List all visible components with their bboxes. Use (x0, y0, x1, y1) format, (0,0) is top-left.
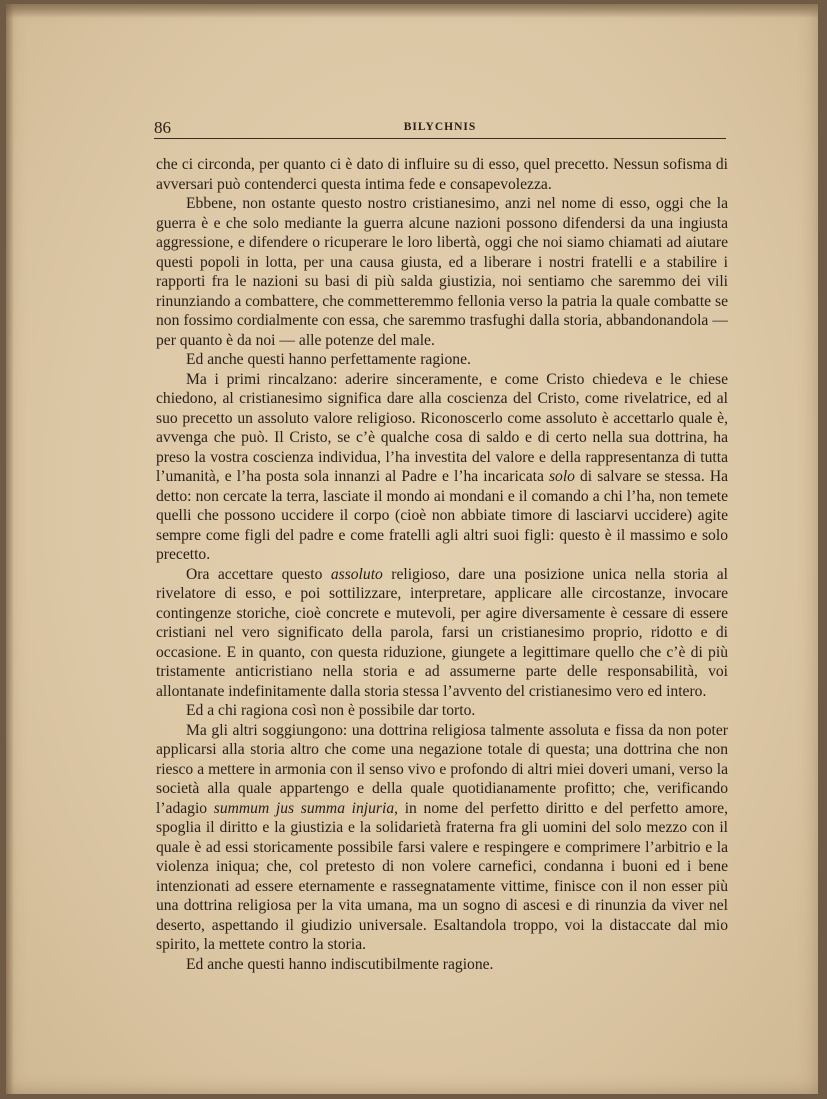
page-binding-edge (6, 4, 14, 1094)
italic-phrase: solo (548, 468, 575, 485)
body-text (156, 155, 728, 974)
text-run: Ma gli altri soggiungono: una dottrina religiosa talmente assoluta e fissa da non poter applicarsi alla storia altro che come una negazione totale di questa; una dottrina che non riesco a mettere in armonia con il senso vivo e profondo di altri miei doveri umani, verso la società alla quale appartengo e della quale quotidianamente profitto; che, verificando l’adagio (156, 721, 728, 817)
paragraph (156, 370, 728, 565)
paragraph (156, 955, 728, 975)
page-number: 86 (154, 118, 171, 137)
text-run: che ci circonda, per quanto ci è dato di influire su di esso, quel precetto. Nessun sofisma di avversari può contenderci questa intima fede e consapevolezza. (156, 156, 728, 193)
paragraph (156, 155, 728, 194)
text-run: Ma i primi rincalzano: aderire sinceramente, e come Cristo chiedeva e le chiese chiedono, al cristianesimo significa dare alla coscienza del Cristo, come rivelatrice, ed al suo precetto un assoluto valore religioso. Riconoscerlo come assoluto è accettarlo quale è, avvenga che può. Il Cristo, se c’è qualche cosa di saldo e di certo nella sua dottrina, ha preso la vostra coscienza individua, l’ha investita del valore e della rappresentanza di tutta l’umanità, e l’ha posta sola innanzi al Padre e l’ha incaricata (156, 370, 728, 485)
paragraph (156, 565, 728, 702)
text-run: Ed a chi ragiona così non è possibile dar torto. (186, 702, 476, 719)
page-top-edge (6, 4, 818, 18)
paragraph (156, 350, 728, 370)
paragraph (156, 721, 728, 955)
text-run: , in nome del perfetto diritto e del perfetto amore, spoglia il diritto e la giustizia e la solidarietà fraterna fra gli uomini del solo mezzo con il quale è ad essi storicamente possibile farsi valere e respingere e comprimere l’arbitrio e la violenza iniqua; che, col pretesto di non volere carnefici, condanna i buoni ed i bene intenzionati ad essere eternamente e rassegnatamente vittime, finisce con il non esser più una dottrina religiosa per la vita umana, ma un sogno di ascesi e di rinunzia da viver nel deserto, aspettando il giudizio universale. Esaltandola troppo, voi la distaccate dal mio spirito, la mettete contro la storia. (156, 799, 728, 953)
header-rule (154, 138, 726, 139)
text-run: Ora accettare questo (186, 565, 331, 583)
text-run: religioso, dare una posizione unica nella storia al rivelatore di esso, e poi sottilizzare, interpretare, applicare alle circostanze, invocare contingenze storiche, cioè concrete e mutevoli, per agire diversamente è cessare di essere cristiani nel vero significato della parola, farsi un cristianesimo proprio, ridotto e di occasione. E in quanto, con questa riduzione, giungete a legittimare quello che c’è di più tristamente anticristiano nella storia e ad assumerne parte delle responsabilità, voi allontanate indefinitamente dalla storia stessa l’avvento del cristianesimo vero ed intero. (156, 565, 728, 700)
text-run: Ed anche questi hanno indiscutibilmente ragione. (186, 955, 494, 973)
text-run: Ebbene, non ostante questo nostro cristianesimo, anzi nel nome di esso, oggi che la guerra è e che solo mediante la guerra alcune nazioni possono difendersi da una ingiusta aggressione, e difendere o ricuperare le loro libertà, oggi che noi siamo chiamati ad aiutare questi popoli in lotta, per una causa giusta, ed a liberare i nostri fratelli e a stabilire i rapporti fra le nazioni su basi di più salda giustizia, noi sentiamo che saremmo dei vili rinunziando a combattere, che commetteremmo fellonia verso la patria la quale combatte se non fossimo cordialmente con essa, che saremmo trasfughi dalla storia, abbandonandola — per quanto è da noi — alle potenze del male. (156, 195, 728, 349)
paragraph (156, 701, 728, 721)
running-title: BILYCHNIS (403, 121, 477, 133)
italic-phrase: assoluto (330, 565, 383, 583)
text-run: di salvare se stessa. Ha detto: non cercate la terra, lasciate il mondo ai mondani e il comando a chi l’ha, non temete quelli che possono uccidere il corpo (cioè non abbiate timore di lasciarvi uccidere) agite sempre come figli del padre e come fratelli agli altri suoi figli: questo è il massimo e solo precetto. (156, 468, 728, 563)
text-run: Ed anche questi hanno perfettamente ragione. (186, 351, 471, 368)
paragraph (156, 194, 728, 350)
italic-phrase: summum jus summa injuria (213, 799, 395, 817)
page-header (154, 118, 726, 136)
